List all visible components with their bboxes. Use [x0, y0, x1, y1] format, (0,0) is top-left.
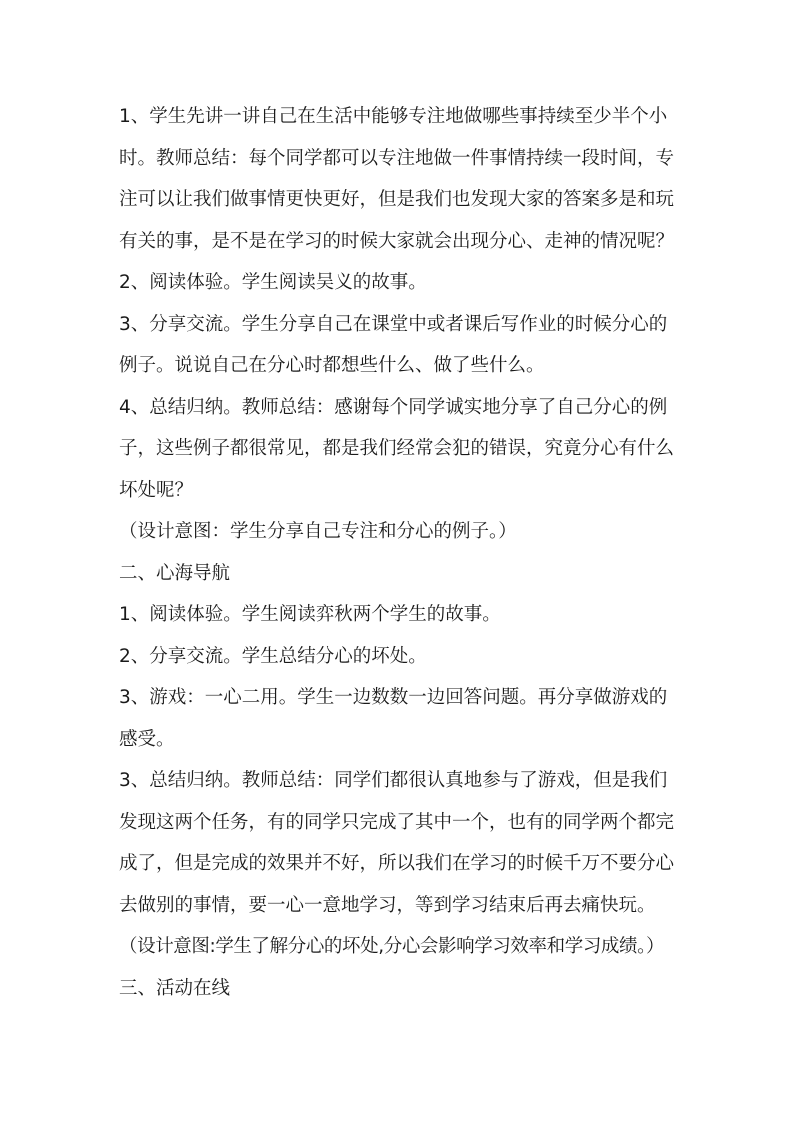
text-line: 坏处呢？ [119, 479, 194, 501]
paragraph-game [119, 677, 691, 760]
paragraph-intro-sharing [119, 96, 691, 262]
text-line: 有关的事，是不是在学习的时候大家就会出现分心、走神的情况呢？ [119, 230, 675, 252]
section-heading-2 [119, 553, 691, 595]
text-line: 去做别的事情，要一心一意地学习，等到学习结束后再去痛快玩。 [119, 894, 656, 916]
text-line: 1、阅读体验。学生阅读弈秋两个学生的故事。 [119, 604, 501, 625]
paragraph-summary-2 [119, 760, 691, 926]
paragraph-design-intent-1 [119, 511, 691, 553]
text-line: 时。教师总结：每个同学都可以专注地做一件事情持续一段时间，专 [119, 147, 675, 169]
text-line: 3、游戏：一心二用。学生一边数数一边回答问题。再分享做游戏的 [119, 687, 668, 708]
section-heading: 二、心海导航 [119, 562, 231, 584]
text-line: 发现这两个任务，有的同学只完成了其中一个，也有的同学两个都完 [119, 811, 675, 833]
paragraph-design-intent-2 [119, 926, 691, 968]
text-line: 2、分享交流。学生总结分心的坏处。 [119, 645, 427, 667]
text-line: 4、总结归纳。教师总结：感谢每个同学诚实地分享了自己分心的例 [119, 396, 668, 418]
text-line: 3、总结归纳。教师总结：同学们都很认真地参与了游戏，但是我们 [119, 770, 668, 791]
text-line: 感受。 [119, 728, 175, 750]
paragraph-reading-experience [119, 262, 691, 304]
text-line: 子，这些例子都很常见，都是我们经常会犯的错误，究竟分心有什么 [119, 438, 675, 459]
document-body [119, 96, 691, 1009]
paragraph-reading-yiqiu [119, 594, 691, 636]
text-line: 2、阅读体验。学生阅读吴义的故事。 [119, 272, 427, 293]
text-line: （设计意图：学生分享自己专注和分心的例子。） [119, 521, 517, 542]
text-line: 3、分享交流。学生分享自己在课堂中或者课后写作业的时候分心的 [119, 313, 668, 335]
text-line: 注可以让我们做事情更快更好，但是我们也发现大家的答案多是和玩 [119, 189, 675, 210]
text-line: （设计意图:学生了解分心的坏处,分心会影响学习效率和学习成绩。） [119, 936, 665, 957]
text-line: 1、学生先讲一讲自己在生活中能够专注地做哪些事持续至少半个小 [119, 106, 668, 127]
section-heading-3 [119, 968, 691, 1010]
paragraph-distraction-harm [119, 636, 691, 678]
paragraph-sharing-exchange [119, 304, 691, 387]
section-heading: 三、活动在线 [119, 977, 231, 999]
text-line: 例子。说说自己在分心时都想些什么、做了些什么。 [119, 355, 545, 376]
paragraph-summary [119, 387, 691, 512]
text-line: 成了，但是完成的效果并不好，所以我们在学习的时候千万不要分心 [119, 853, 675, 874]
